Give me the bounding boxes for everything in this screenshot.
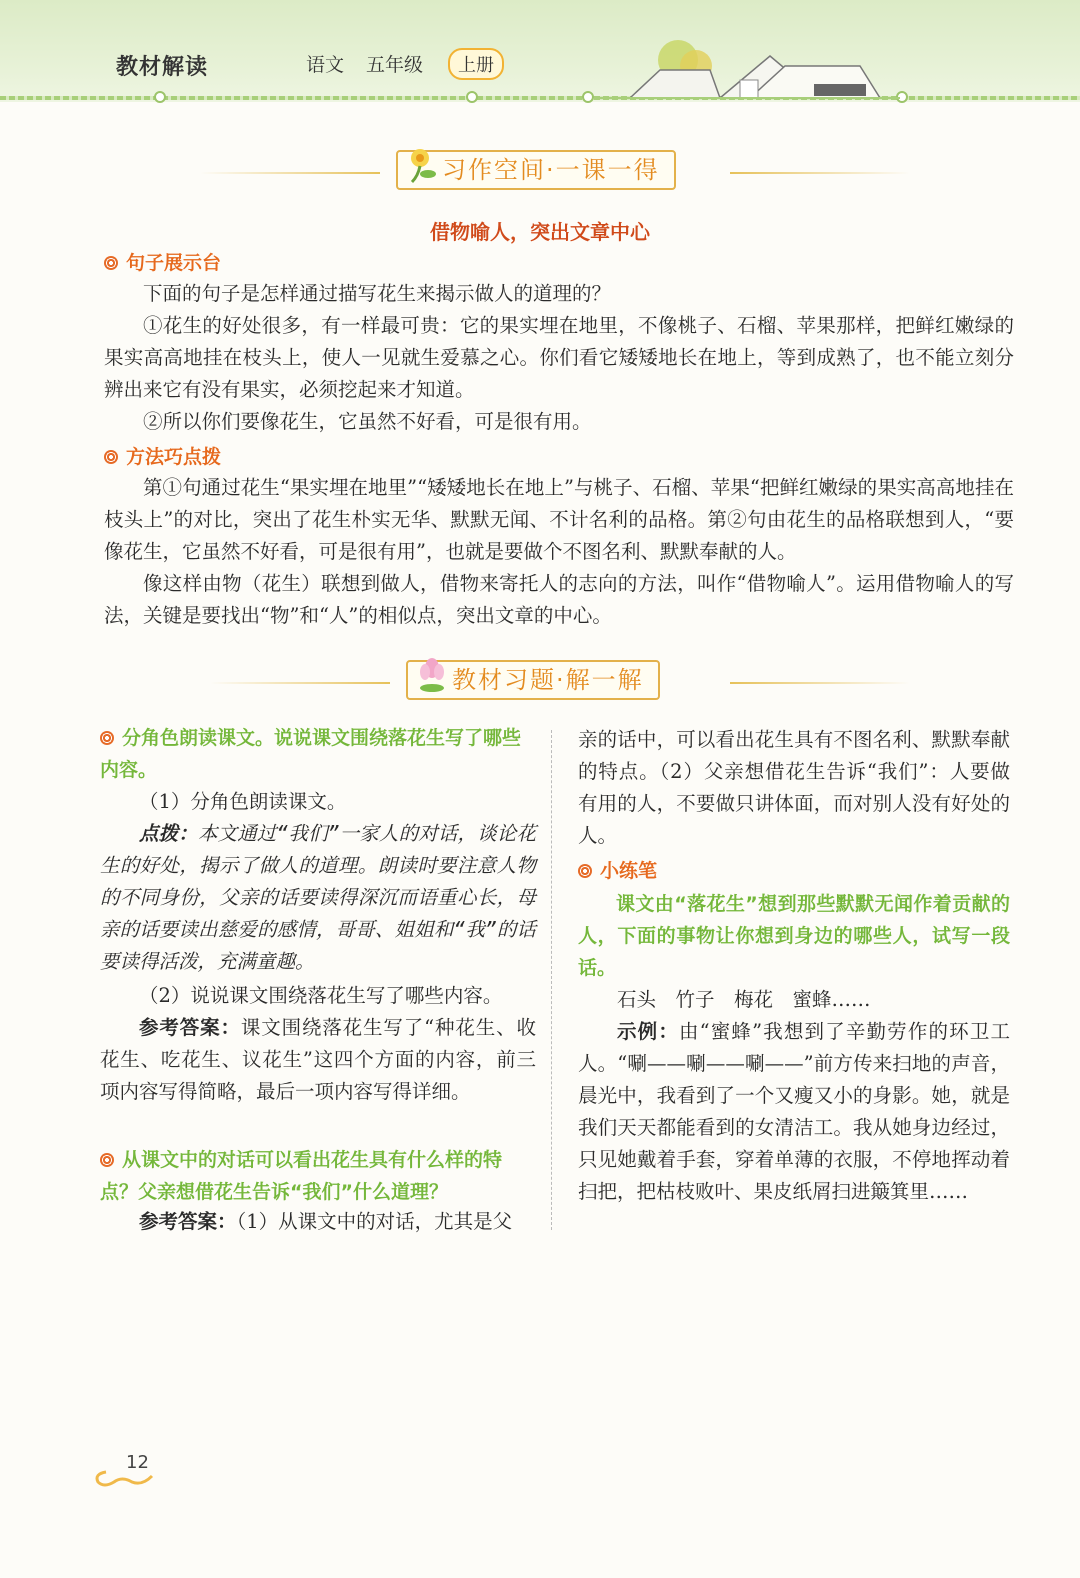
- header-subject: 语文: [306, 54, 345, 76]
- exercise-2-answer-continued: 亲的话中，可以看出花生具有不图名利、默默奉献的特点。（2）父亲想借花生告诉“我们”：人要做有用的人，不要做只讲体面，而对别人没有好处的人。: [578, 728, 1010, 847]
- header-dot: [466, 91, 478, 103]
- practice-items: 石头 竹子 梅花 蜜蜂……: [617, 988, 871, 1011]
- method-paragraph-1: 第①句通过花生“果实埋在地里”“矮矮地长在地上”与桃子、石榴、苹果“把鲜红嫩绿的果实高高地挂在枝头上”的对比，突出了花生朴实无华、默默无闻、不计名利的品格。第②句由花生的品格联想到人，“要像花生，它虽然不好看，可是很有用”，也就是要做个不图名利、默默奉献的人。: [104, 476, 1014, 563]
- example-sentence-1: ①花生的好处很多，有一样最可贵：它的果实埋在地里，不像桃子、石榴、苹果那样，把鲜红嫩绿的果实高高地挂在枝头上，使人一见就生爱慕之心。你们看它矮矮地长在地上，等到成熟了，也不能立刻分辨出来它有没有果实，必须挖起来才知道。: [104, 314, 1014, 401]
- label-sentence-showcase: [104, 248, 221, 275]
- exercise-1-question: [100, 722, 536, 786]
- flower-bullet-icon: [578, 864, 592, 878]
- banner-rule: [210, 682, 390, 684]
- section-banner-writing: [0, 148, 1080, 198]
- label-text: 句子展示台: [126, 252, 222, 274]
- flower-bullet-icon: [104, 256, 118, 270]
- label-text: 方法巧点拨: [126, 446, 222, 468]
- flower-icon: [404, 144, 440, 184]
- method-paragraph-2: 像这样由物（花生）联想到做人，借物来寄托人的志向的方法，叫作“借物喻人”。运用借物喻人的写法，关键是要找出“物”和“人”的相似点，突出文章的中心。: [104, 572, 1014, 627]
- banner-box: [396, 150, 676, 190]
- exercise-1-part-1: （1）分角色朗读课文。: [139, 790, 347, 813]
- flower-bullet-icon: [100, 1153, 114, 1167]
- practice-prompt: 课文由“落花生”想到那些默默无闻作着贡献的人，下面的事物让你想到身边的哪些人，试写一段话。: [578, 893, 1010, 979]
- banner-text: 教材习题·解一解: [452, 666, 644, 694]
- page-header: [0, 0, 1080, 102]
- header-volume-badge: 上册: [448, 48, 504, 80]
- banner-rule: [730, 682, 910, 684]
- section-subheading: 借物喻人，突出文章中心: [430, 220, 650, 244]
- exercise-1-hint: [100, 818, 536, 978]
- flower-bullet-icon: [104, 450, 118, 464]
- example-sentence-2: ②所以你们要像花生，它虽然不好看，可是很有用。: [143, 410, 592, 433]
- question-text: 下面的句子是怎样通过描写花生来揭示做人的道理的？: [143, 282, 612, 305]
- answer-text: （1）从课文中的对话，尤其是父: [236, 1210, 513, 1233]
- example-text: 由“蜜蜂”我想到了辛勤劳作的环卫工人。“唰——唰——唰——”前方传来扫地的声音，晨光中，我看到了一个又瘦又小的身影。她，就是我们天天都能看到的女清洁工。我从她身边经过，只见她戴着手套，穿着单薄的衣服，不停地挥动着扫把，把枯枝败叶、果皮纸屑扫进簸箕里……: [578, 1020, 1010, 1203]
- banner-text: 习作空间·一课一得: [442, 156, 660, 184]
- hint-text: 本文通过“我们”一家人的对话，谈论花生的好处，揭示了做人的道理。朗读时要注意人物的不同身份，父亲的话要读得深沉而语重心长，母亲的话要读出慈爱的感情，哥哥、姐姐和“我”的话要读得活泼，充满童趣。: [100, 822, 536, 973]
- answer-text: 课文围绕落花生写了“种花生、收花生、吃花生、议花生”这四个方面的内容，前三项内容写得简略，最后一项内容写得详细。: [100, 1016, 536, 1103]
- banner-rule: [200, 172, 380, 174]
- label-text: 小练笔: [600, 860, 658, 882]
- lotus-icon: [414, 654, 450, 694]
- header-title: 教材解读: [116, 55, 209, 80]
- banner-rule: [730, 172, 910, 174]
- question-text: 从课文中的对话可以看出花生具有什么样的特点？父亲想借花生告诉“我们”什么道理？: [100, 1149, 503, 1203]
- practice-example: [578, 1016, 1010, 1208]
- banner-box: [406, 660, 660, 700]
- section-banner-exercises: [0, 658, 1080, 708]
- example-label: 示例：: [617, 1020, 679, 1043]
- label-method-tips: [104, 442, 221, 469]
- flower-bullet-icon: [100, 731, 114, 745]
- column-divider: [551, 730, 552, 1230]
- header-dot: [154, 91, 166, 103]
- exercise-1-part-2: （2）说说课文围绕落花生写了哪些内容。: [139, 984, 503, 1007]
- exercise-2-answer-start: [100, 1206, 536, 1238]
- answer-label: 参考答案：: [139, 1210, 237, 1233]
- exercise-2-question: [100, 1144, 536, 1208]
- answer-label: 参考答案：: [139, 1016, 241, 1039]
- exercise-1-answer: [100, 1012, 536, 1108]
- question-text: 分角色朗读课文。说说课文围绕落花生写了哪些内容。: [100, 727, 522, 781]
- hint-label: 点拨：: [139, 822, 198, 845]
- header-dot: [582, 91, 594, 103]
- header-grade: 五年级: [366, 54, 424, 76]
- label-small-practice: [578, 856, 657, 883]
- page-number: 12: [126, 1452, 149, 1473]
- house-tree-illustration-icon: [600, 36, 900, 102]
